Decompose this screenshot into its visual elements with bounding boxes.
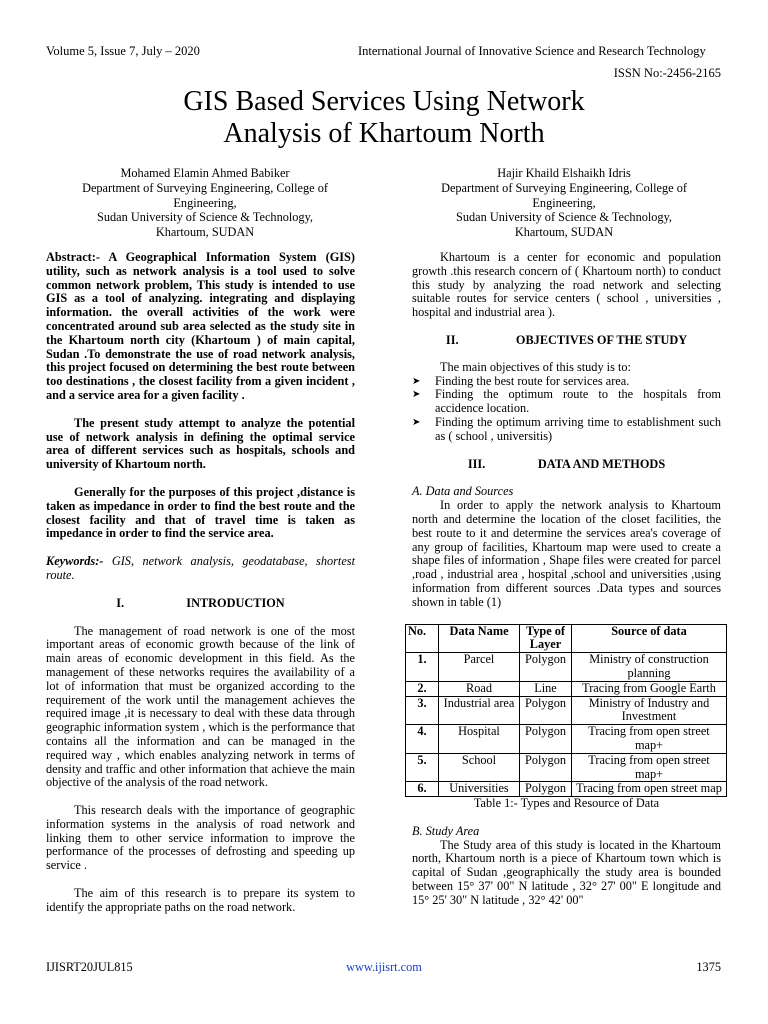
table-cell: Tracing from open street map+ (572, 753, 727, 782)
table-cell: Universities (439, 782, 520, 797)
objectives-list (412, 375, 721, 444)
author-name: Hajir Khaild Elshaikh Idris (497, 166, 631, 180)
journal-website-link[interactable]: www.ijisrt.com (346, 960, 422, 974)
section-number: III. (467, 456, 486, 471)
table-cell: Tracing from Google Earth (572, 681, 727, 696)
table-cell: Parcel (439, 653, 520, 682)
intro-paragraph-2: This research deals with the importance of geographic information systems in the analysis of road network and linking them to other service information to improve the performance of the processes of defrosting and speeding up service . (46, 803, 355, 873)
author-city: Khartoum, SUDAN (514, 225, 614, 240)
section-heading-data-methods (412, 458, 721, 472)
list-item: ➤ Finding the optimum route to the hospitals from accidence location. (412, 387, 721, 416)
page-number: 1375 (696, 960, 721, 974)
keywords-text: GIS, network analysis, geodatabase, shortest route. (46, 554, 355, 582)
abstract-paragraph-2: The present study attempt to analyze the potential use of network analysis in defining the optimal service area of different services such as hospitals, schools and university of Khartoum north. (46, 415, 355, 472)
journal-issn: ISSN No:-2456-2165 (613, 66, 721, 80)
table-cell: 5. (406, 753, 439, 782)
table-cell: Polygon (520, 725, 572, 754)
table-cell: Ministry of construction planning (572, 653, 727, 682)
table-cell: Polygon (520, 753, 572, 782)
section-title: DATA AND METHODS (537, 456, 666, 471)
table-header-cell: No. (406, 624, 439, 653)
data-types-table (405, 624, 727, 798)
table-cell: 4. (406, 725, 439, 754)
author-department: Department of Surveying Engineering, College of (82, 180, 328, 195)
section-heading-objectives (412, 334, 721, 348)
table-cell: Hospital (439, 725, 520, 754)
table-cell: Tracing from open street map (572, 782, 727, 797)
arrow-bullet-icon: ➤ (412, 416, 421, 428)
arrow-bullet-icon: ➤ (412, 389, 421, 401)
table-cell: 2. (406, 681, 439, 696)
author-university: Sudan University of Science & Technology, (97, 210, 313, 225)
section-number: II. (445, 332, 459, 347)
keywords (46, 555, 355, 583)
table-cell: Line (520, 681, 572, 696)
subsection-study-area: B. Study Area (412, 823, 480, 838)
author-block-2 (405, 166, 723, 240)
table-row (406, 696, 727, 725)
journal-volume: Volume 5, Issue 7, July – 2020 (46, 44, 200, 58)
abstract-paragraph-3: Generally for the purposes of this project ,distance is taken as impedance in order to find the best route and the closest facility and that of travel time is taken as impedance in order to find the service area. (46, 484, 355, 541)
khartoum-paragraph: Khartoum is a center for economic and population growth .this research concern of ( Khartoum north) to conduct this study by analyzing the road network and selecting suitable routes for service centers ( school , universities , hospital and industrial area ). (412, 250, 721, 320)
table-row (406, 653, 727, 682)
table-caption: Table 1:- Types and Resource of Data (473, 796, 660, 811)
intro-paragraph-3: The aim of this research is to prepare its system to identify the appropriate paths on the road network. (46, 886, 355, 914)
table-header-cell: Type of Layer (520, 624, 572, 653)
table-cell: Industrial area (439, 696, 520, 725)
list-item: ➤ Finding the best route for services area. (412, 373, 630, 388)
paper-title (0, 86, 768, 150)
author-name: Mohamed Elamin Ahmed Babiker (120, 166, 290, 180)
journal-name: International Journal of Innovative Science and Research Technology (358, 44, 706, 58)
author-department: Department of Surveying Engineering, College of (441, 180, 687, 195)
table-row (406, 725, 727, 754)
table-cell: Polygon (520, 696, 572, 725)
subsection-data-sources: A. Data and Sources (412, 484, 514, 499)
table-cell: Polygon (520, 782, 572, 797)
paper-id: IJISRT20JUL815 (46, 960, 133, 974)
table-cell: Road (439, 681, 520, 696)
author-department-cont: Engineering, (173, 195, 237, 210)
intro-paragraph-1: The management of road network is one of the most important areas of economic growth because of the link of main areas of economic development in this field. As the management of these networks requires the availability of a lot of information that must be organized according to the requirement of the work until the management achieves the required image ,it is necessary to deal with these data through geographic information system , which is the performance that contains all the information and can be managed in the required way , which enables analyzing network in terms of density and traffic and other information that achieve the main objective of the analysis of the road network. (46, 623, 355, 790)
table-header-row (406, 624, 727, 653)
table-row (406, 753, 727, 782)
data-sources-paragraph: In order to apply the network analysis to Khartoum north and determine the location of the closet facilities, the best route to it and determine the services area's coverage of any group of facilities, Khartoum map were used to create a shape files of information , Shape files were created for parcel ,road , industrial area , hospital ,school and universities ,using information from different sources .Data types and sources shown in table (1) (412, 498, 721, 609)
right-column (408, 250, 722, 908)
arrow-bullet-icon: ➤ (412, 375, 421, 387)
title-line-1: GIS Based Services Using Network (183, 86, 585, 117)
section-title: OBJECTIVES OF THE STUDY (515, 332, 688, 347)
title-line-2: Analysis of Khartoum North (223, 118, 545, 149)
table-cell: Polygon (520, 653, 572, 682)
table-row (406, 782, 727, 797)
table-cell: 6. (406, 782, 439, 797)
table-cell: 1. (406, 653, 439, 682)
author-block-1 (46, 166, 364, 240)
table-cell: School (439, 753, 520, 782)
table-cell: 3. (406, 696, 439, 725)
section-heading-introduction (46, 597, 355, 611)
keywords-label: Keywords:- (46, 554, 104, 569)
author-department-cont: Engineering, (532, 195, 596, 210)
list-item: ➤ Finding the optimum arriving time to establishment such as ( school , universitis) (412, 414, 721, 443)
author-city: Khartoum, SUDAN (155, 225, 255, 240)
study-area-paragraph: The Study area of this study is located in the Khartoum north, Khartoum north is a piece of Khartoum town which is capital of Sudan ,geographically the study area is bounded between 15° 37' 00" N latitude , 32° 27' 00" E longitude and 15° 25' 30" N latitude , 32° 42' 00" (412, 837, 721, 907)
table-header-cell: Source of data (572, 624, 727, 653)
table-row (406, 681, 727, 696)
table-cell: Tracing from open street map+ (572, 725, 727, 754)
objectives-lead: The main objectives of this study is to: (440, 359, 631, 374)
table-cell: Ministry of Industry and Investment (572, 696, 727, 725)
section-title: INTRODUCTION (186, 595, 285, 610)
section-number: I. (116, 595, 125, 610)
author-university: Sudan University of Science & Technology, (456, 210, 672, 225)
table-header-cell: Data Name (439, 624, 520, 653)
left-column (46, 251, 355, 915)
abstract-paragraph: Abstract:- A Geographical Information System (GIS) utility, such as network analysis is a tool used to solve common network problem, This study is intended to use GIS as a tool of analyzing. integrating and displaying information. the overall activities of the work were concentrated around sub area selected as the study site in the Khartoum north city (Khartoum ) of main capital, Sudan .To demonstrate the use of road network analysis, this project focused on determining the best route between too destinations , the closest facility from a given incident , and a service area for a given facility . (46, 250, 355, 402)
